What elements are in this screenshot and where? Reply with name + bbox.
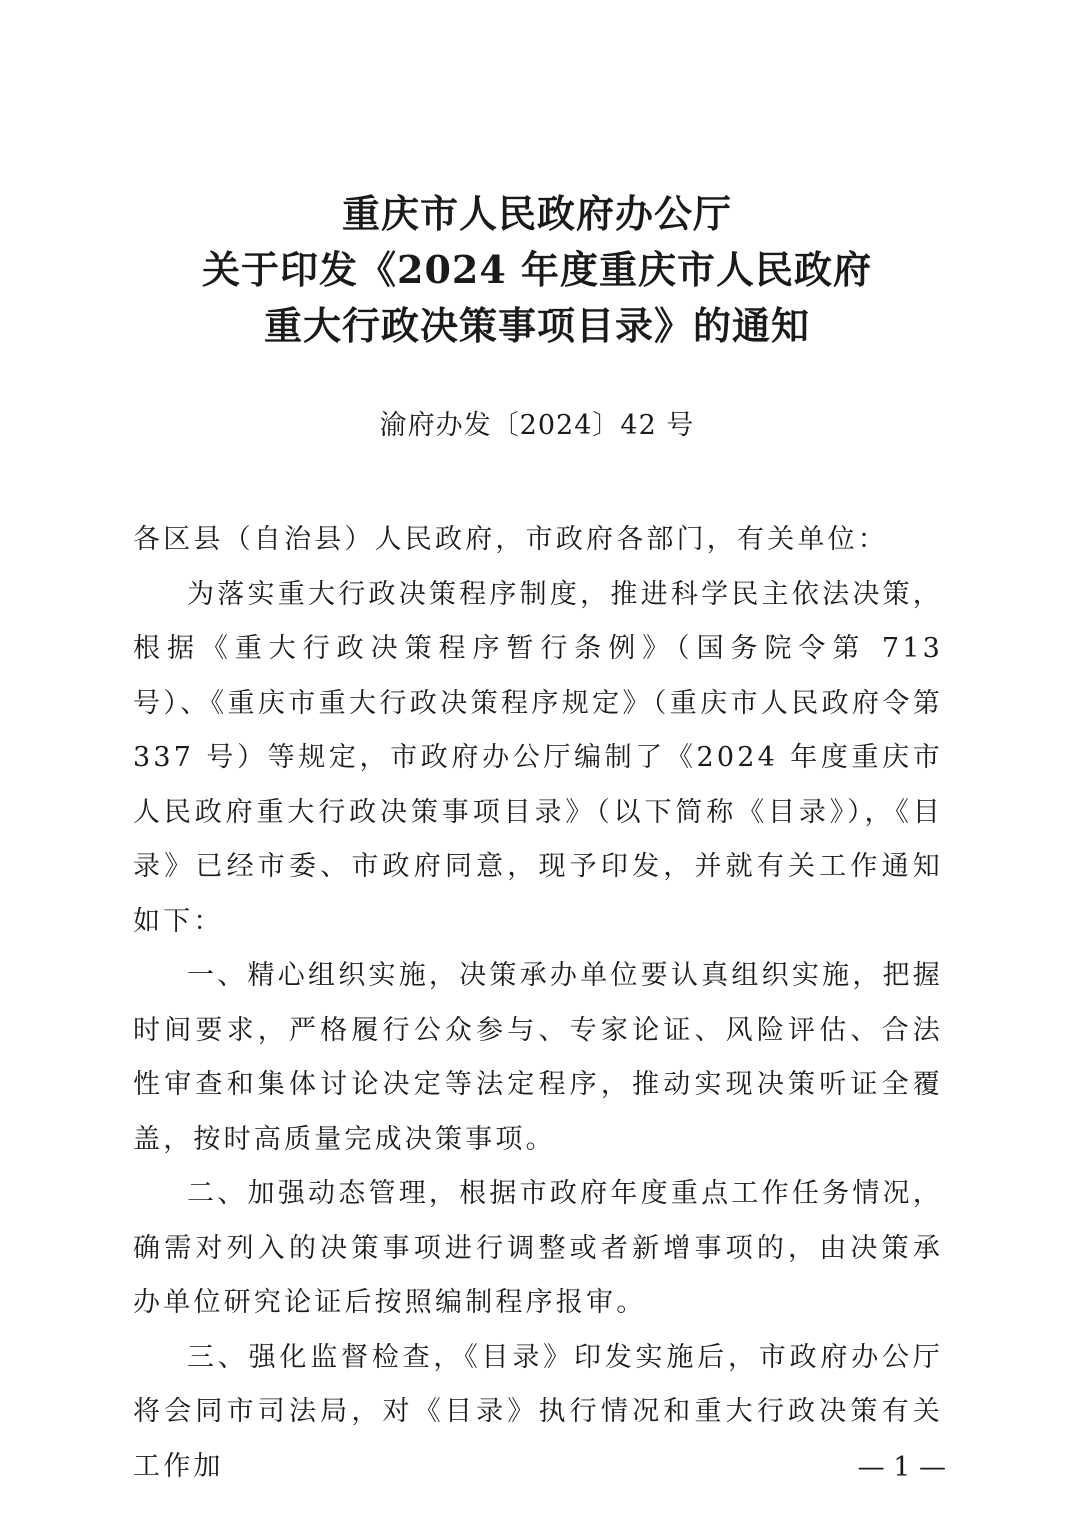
paragraph-item-1: 一、精心组织实施，决策承办单位要认真组织实施，把握时间要求，严格履行公众参与、专家论证、风险评估、合法性审查和集体讨论决定等法定程序，推动实现决策听证全覆盖，按时高质量完成决策事项。: [133, 960, 943, 1155]
document-body: [133, 513, 943, 1494]
document-number: 渝府办发〔2024〕42 号: [379, 410, 695, 441]
salutation: 各区县（自治县）人民政府，市政府各部门，有关单位：: [133, 524, 888, 555]
paragraph-item-2: 二、加强动态管理，根据市政府年度重点工作任务情况，确需对列入的决策事项进行调整或者新增事项的，由决策承办单位研究论证后按照编制程序报审。: [133, 1178, 943, 1318]
paragraph-item-3: 三、强化监督检查，《目录》印发实施后，市政府办公厅将会同市司法局，对《目录》执行情况和重大行政决策有关工作加: [133, 1341, 943, 1482]
title-line-1: 重庆市人民政府办公厅: [341, 191, 732, 236]
document-title: [0, 186, 1074, 354]
title-line-3: 重大行政决策事项目录》的通知: [263, 303, 810, 348]
page-number: — 1 —: [857, 1452, 946, 1483]
paragraph-intro: 为落实重大行政决策程序制度，推进科学民主依法决策，根据《重大行政决策程序暂行条例》（国务院令第 713 号）、《重庆市重大行政决策程序规定》（重庆市人民政府令第 337 号）等规定，市政府办公厅编制了《2024 年度重庆市人民政府重大行政决策事项目录》（以下简称《目录》），《目录》已经市委、市政府同意，现予印发，并就有关工作通知如下：: [133, 578, 943, 937]
title-line-2: 关于印发《2024 年度重庆市人民政府: [202, 247, 872, 292]
